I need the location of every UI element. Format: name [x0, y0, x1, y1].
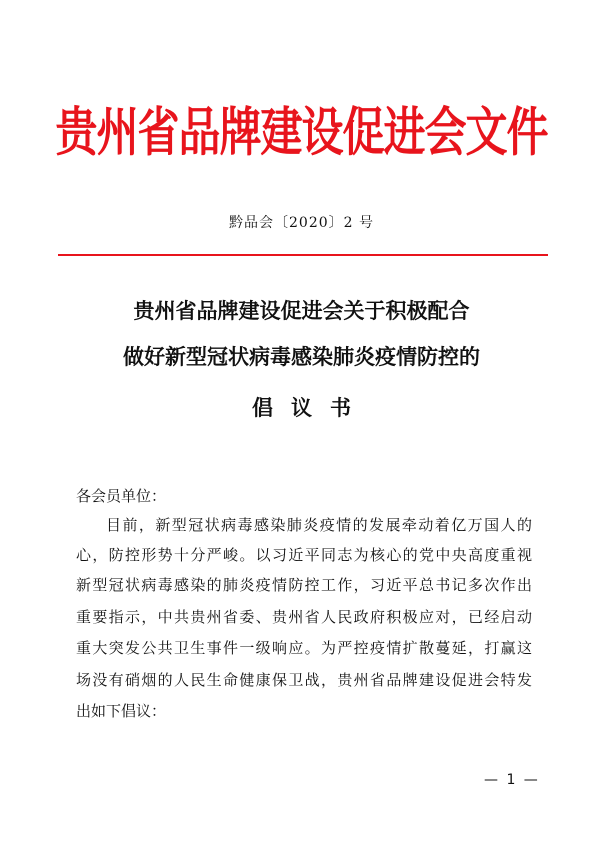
- page-number: — 1 —: [484, 772, 540, 788]
- body-line: 目前，新型冠状病毒感染肺炎疫情的发展牵动着亿万国人的: [106, 516, 532, 534]
- document-masthead: 贵州省品牌建设促进会文件: [55, 101, 548, 163]
- body-line: 场没有硝烟的人民生命健康保卫战，贵州省品牌建设促进会特发: [76, 671, 532, 689]
- body-line: 重大突发公共卫生事件一级响应。为严控疫情扩散蔓延，打赢这: [76, 639, 532, 657]
- salutation: 各会员单位：: [76, 487, 167, 505]
- document-number: 黔品会〔2020〕2 号: [229, 215, 374, 231]
- body-line: 心，防控形势十分严峻。以习近平同志为核心的党中央高度重视: [76, 546, 532, 564]
- body-line: 新型冠状病毒感染的肺炎疫情防控工作，习近平总书记多次作出: [76, 576, 532, 594]
- body-line: 出如下倡议：: [76, 702, 167, 720]
- red-rule-divider: [58, 254, 548, 256]
- title-line-2: 做好新型冠状病毒感染肺炎疫情防控的: [123, 344, 480, 369]
- body-line: 重要指示，中共贵州省委、贵州省人民政府积极应对，已经启动: [76, 608, 532, 626]
- title-line-3: 倡议书: [252, 395, 369, 420]
- title-line-1: 贵州省品牌建设促进会关于积极配合: [133, 298, 470, 323]
